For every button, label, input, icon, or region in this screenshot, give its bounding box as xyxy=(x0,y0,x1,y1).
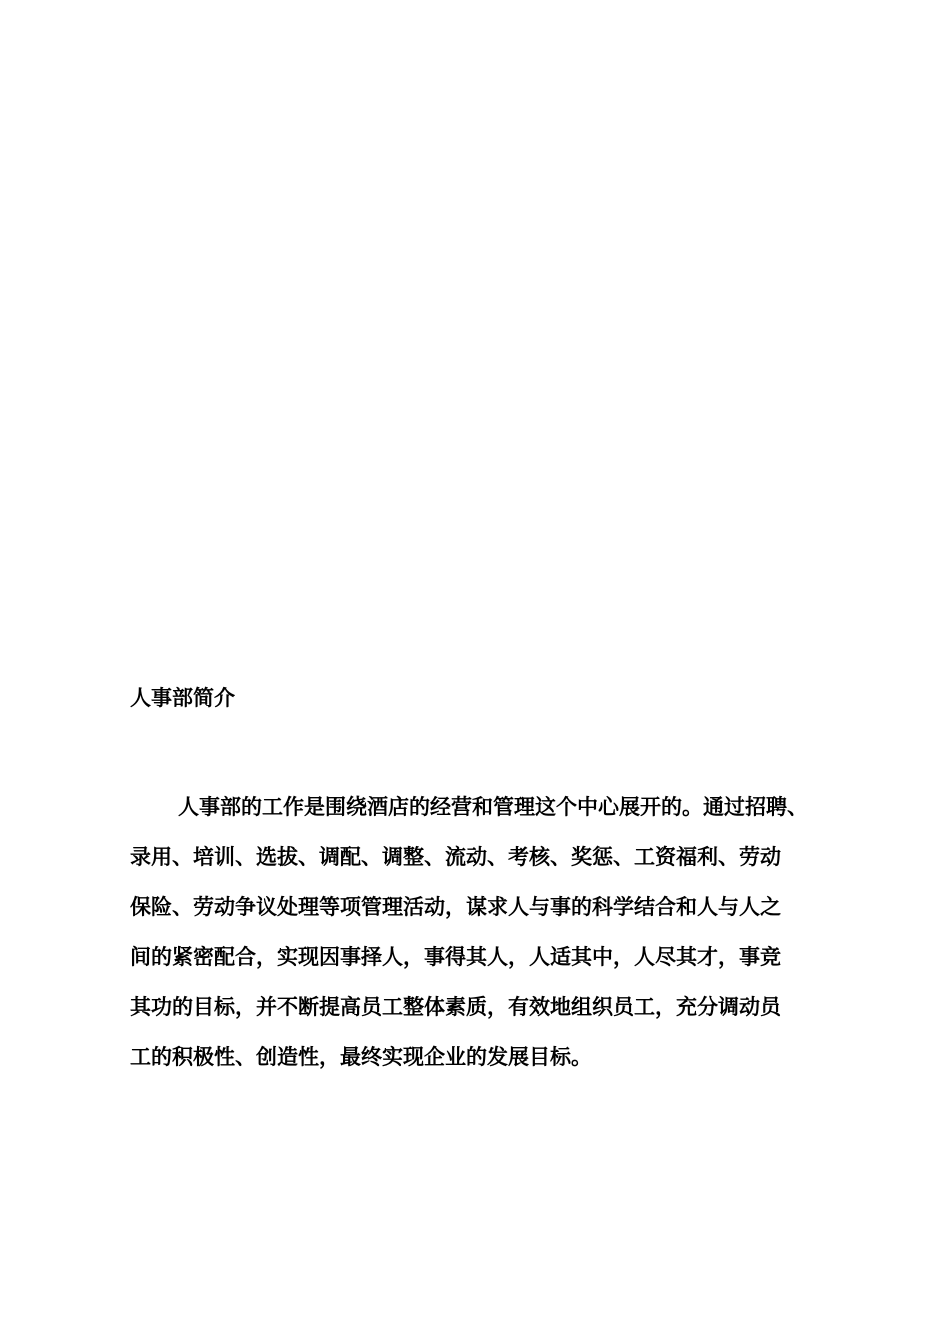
paragraph-line: 间的紧密配合，实现因事择人，事得其人，人适其中，人尽其才，事竞 xyxy=(130,944,781,969)
paragraph-line: 人事部的工作是围绕酒店的经营和管理这个中心展开的。通过招聘、 xyxy=(178,794,808,819)
paragraph-line: 其功的目标，并不断提高员工整体素质，有效地组织员工，充分调动员 xyxy=(130,994,781,1019)
paragraph-line: 保险、劳动争议处理等项管理活动，谋求人与事的科学结合和人与人之 xyxy=(130,894,781,919)
page-title: 人事部简介 xyxy=(130,685,235,710)
paragraph-line: 工的积极性、创造性，最终实现企业的发展目标。 xyxy=(130,1044,592,1069)
intro-paragraph xyxy=(130,782,870,1082)
paragraph-line: 录用、培训、选拔、调配、调整、流动、考核、奖惩、工资福利、劳动 xyxy=(130,844,781,869)
